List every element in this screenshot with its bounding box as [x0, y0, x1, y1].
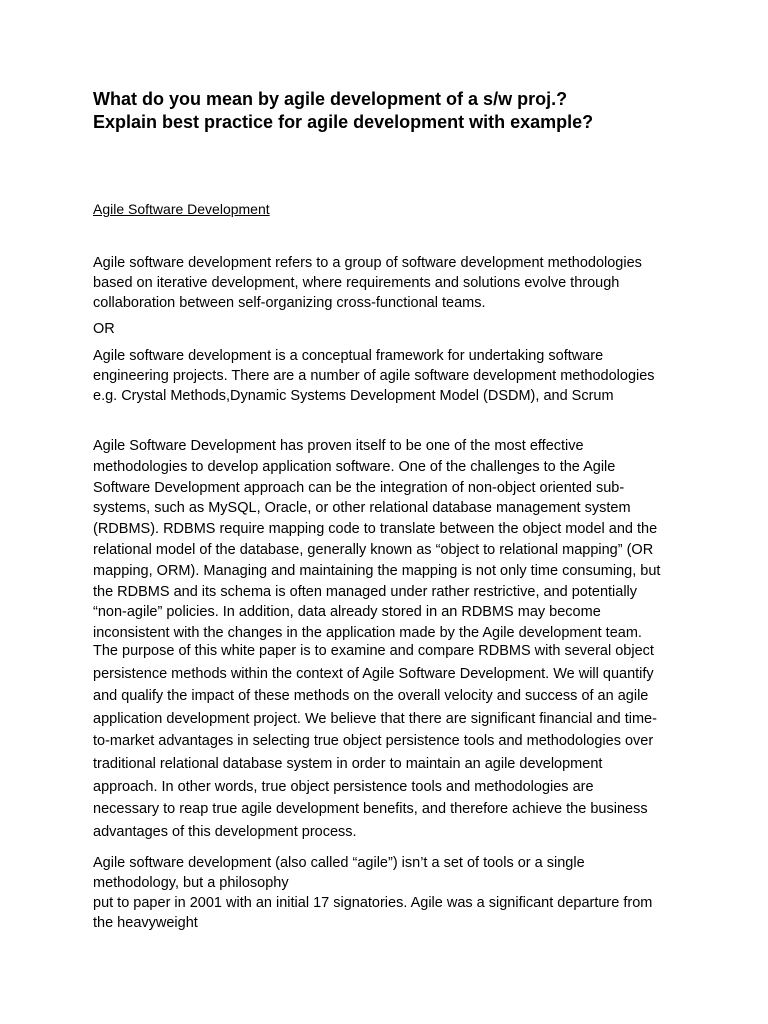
text-line: Agile software development (also called “agile”) isn’t a set of tools or a single: [93, 855, 585, 871]
text-line: necessary to reap true agile development benefits, and therefore achieve the business: [93, 801, 648, 818]
text-line: engineering projects. There are a number of agile software development methodologies: [93, 368, 655, 384]
text-line: (RDBMS). RDBMS require mapping code to translate between the object model and the: [93, 521, 658, 538]
text-line: methodologies to develop application software. One of the challenges to the Agile: [93, 458, 616, 475]
text-line: based on iterative development, where requirements and solutions evolve through: [93, 275, 620, 291]
title-line: Explain best practice for agile development with example?: [93, 112, 594, 132]
text-line: traditional relational database system in order to maintain an agile development: [93, 755, 603, 772]
text-line: put to paper in 2001 with an initial 17 signatories. Agile was a significant departure from: [93, 895, 653, 911]
text-line: the RDBMS and its schema is often managed under rather restrictive, and potentially: [93, 583, 638, 600]
text-line: e.g. Crystal Methods,Dynamic Systems Development Model (DSDM), and Scrum: [93, 388, 614, 404]
text-line: Agile Software Development has proven itself to be one of the most effective: [93, 438, 584, 454]
text-line: systems, such as MySQL, Oracle, or other relational database management system: [93, 500, 631, 517]
title-line: What do you mean by agile development of a s/w proj.?: [93, 89, 568, 109]
paragraph-philosophy: [93, 853, 733, 933]
document-title: [93, 88, 693, 134]
text-line: “non-agile” policies. In addition, data already stored in an RDBMS may become: [93, 604, 601, 621]
text-line: approach. In other words, true object persistence tools and methodologies are: [93, 778, 594, 795]
text-line: relational model of the database, generally known as “object to relational mapping” (OR: [93, 541, 654, 558]
paragraph-challenges: [93, 436, 733, 644]
text-line: mapping, ORM). Managing and maintaining the mapping is not only time consuming, but: [93, 562, 661, 579]
paragraph-framework: [93, 346, 733, 406]
text-line: The purpose of this white paper is to examine and compare RDBMS with several object: [93, 643, 654, 659]
text-line: persistence methods within the context of Agile Software Development. We will quantify: [93, 665, 654, 682]
text-line: methodology, but a philosophy: [93, 875, 289, 891]
paragraph-purpose: [93, 640, 733, 843]
text-line: Software Development approach can be the integration of non-object oriented sub-: [93, 479, 625, 496]
section-heading: Agile Software Development: [93, 201, 270, 217]
text-line: Agile software development is a conceptual framework for undertaking software: [93, 348, 604, 364]
or-separator: OR: [93, 321, 115, 337]
text-line: collaboration between self-organizing cross-functional teams.: [93, 295, 486, 311]
text-line: inconsistent with the changes in the application made by the Agile development team.: [93, 625, 642, 642]
text-line: application development project. We believe that there are significant financial and time-: [93, 710, 657, 727]
text-line: advantages of this development process.: [93, 823, 357, 840]
text-line: to-market advantages in selecting true object persistence tools and methodologies over: [93, 733, 654, 750]
paragraph-definition: [93, 253, 733, 313]
text-line: and qualify the impact of these methods on the overall velocity and success of an agile: [93, 688, 649, 705]
text-line: Agile software development refers to a group of software development methodologies: [93, 255, 642, 271]
text-line: the heavyweight: [93, 915, 198, 931]
